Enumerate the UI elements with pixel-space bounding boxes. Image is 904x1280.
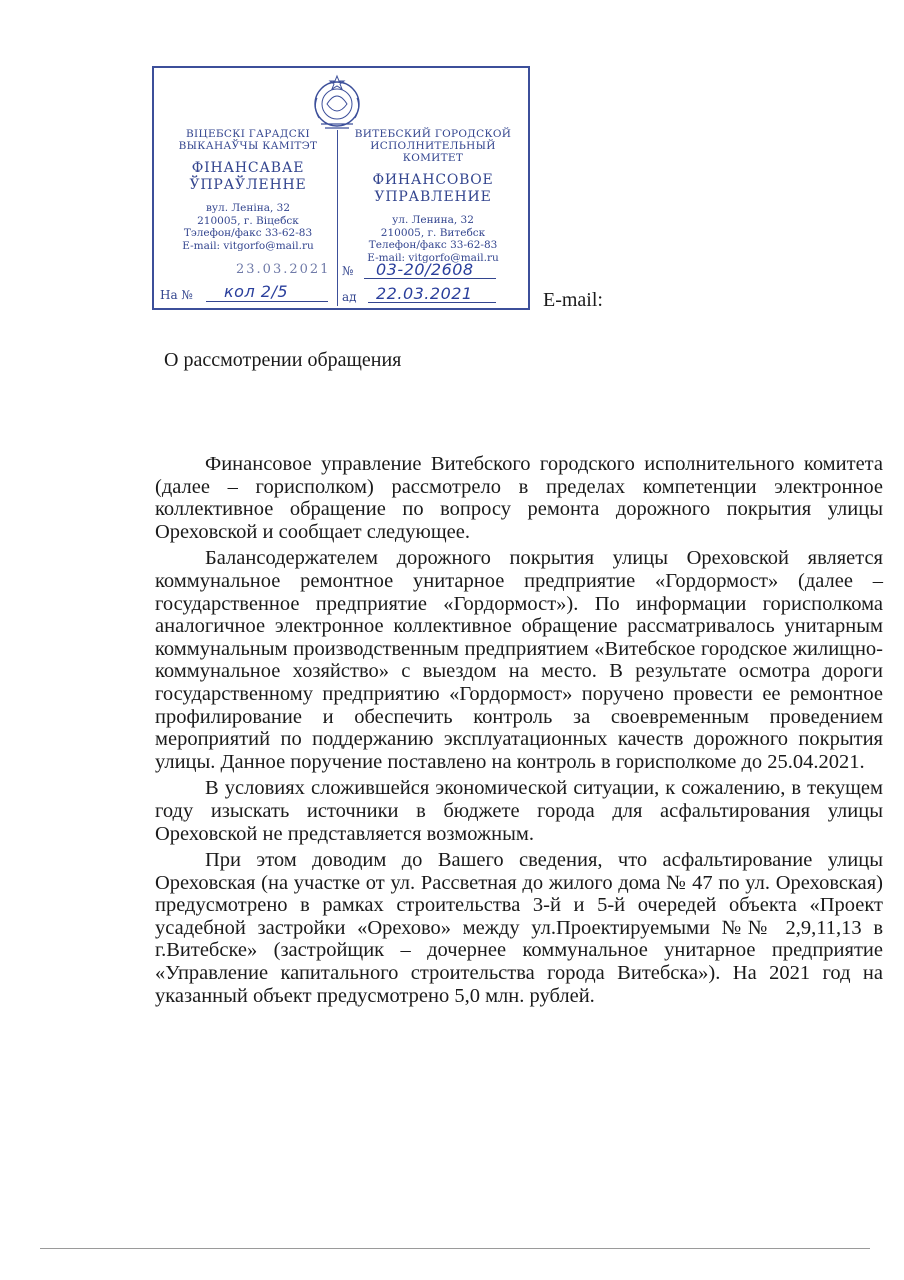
dated-label: ад [342,290,357,304]
outgoing-number-label: № [342,264,354,278]
stamp-org-by-line1: ВІЦЕБСКІ ГАРАДСКІ [186,128,310,140]
stamp-dept-by-line2: ЎПРАЎЛЕННЕ [189,177,307,193]
registration-date-stamp: 23.03.2021 [236,262,331,277]
reply-to-line [206,301,328,302]
reply-to-label: На № [160,288,193,302]
letter-subject: О рассмотрении обращения [164,349,402,371]
stamp-dept-ru-line2: УПРАВЛЕНИЕ [374,189,492,205]
stamp-right-column [342,128,524,264]
stamp-divider [337,130,338,306]
stamp-addr-ru-line2: 210005, г. Витебск [380,226,486,239]
stamp-addr-by-line2: 210005, г. Віцебск [197,214,299,227]
email-label: E-mail: [543,289,603,311]
reply-to-handwritten: кол 2/5 [224,282,289,301]
stamp-addr-ru-line1: ул. Ленина, 32 [392,214,474,226]
state-emblem-icon [309,74,365,132]
stamp-phone-by: Тэлефон/факс 33-62-83 [183,227,313,239]
stamp-addr-by-line1: вул. Леніна, 32 [205,202,291,214]
stamp-org-by-line2: ВЫКАНАЎЧЫ КАМІТЭТ [178,140,318,152]
body-paragraph-4: При этом доводим до Вашего сведения, что асфальтирование улицы Ореховская (на участке от ул. Рассветная до жилого дома № 47 по ул. Ореховская) предусмотрено в рамках строительства 3-й и 5-й очередей объекта «Проект усадебной застройки «Орехово» между ул.Проектируемыми №№ 2,9,11,13 в г.Витебске» (застройщик – дочернее коммунальное унитарное предприятие «Управление капитального строительства города Витебска»). На 2021 год на указанный объект предусмотрено 5,0 млн. рублей. [155,849,883,1007]
letter-body [155,453,883,1011]
outgoing-number-handwritten: 03-20/2608 [376,260,474,279]
stamp-dept-ru-line1: ФИНАНСОВОЕ [372,172,494,188]
body-paragraph-2: Балансодержателем дорожного покрытия улицы Ореховской является коммунальное ремонтное унитарное предприятие «Гордормост» (далее – государственное предприятие «Гордормост»). По информации горисполкома аналогичное электронное коллективное обращение рассматривалось унитарным коммунальным производственным предприятием «Витебское городское жилищно-коммунальное хозяйство» с выездом на место. В результате осмотра дороги государственному предприятию «Гордормост» поручено провести ее ремонтное профилирование и обеспечить контроль за своевременным проведением мероприятий по поддержанию эксплуатационных качеств дорожного покрытия улицы. Данное поручение поставлено на контроль в горисполкоме до 25.04.2021. [155,547,883,773]
stamp-dept-by-line1: ФІНАНСАВАЕ [191,160,305,176]
stamp-org-ru-line1: ВИТЕБСКИЙ ГОРОДСКОЙ [354,128,512,140]
dated-handwritten: 22.03.2021 [376,284,473,303]
stamp-phone-ru: Телефон/факс 33-62-83 [368,239,498,251]
official-stamp [152,66,530,310]
stamp-email-ru: E-mail: vitgorfo@mail.ru [367,251,499,264]
body-paragraph-3: В условиях сложившейся экономической ситуации, к сожалению, в текущем году изыскать источники в бюджете города для асфальтирования улицы Ореховской не представляется возможным. [155,777,883,845]
page-bottom-rule [40,1248,870,1249]
stamp-email-by: E-mail: vitgorfo@mail.ru [182,239,314,252]
stamp-org-ru-line2: ИСПОЛНИТЕЛЬНЫЙ КОМИТЕТ [370,140,496,164]
body-paragraph-1: Финансовое управление Витебского городского исполнительного комитета (далее – горисполком) рассмотрело в пределах компетенции электронное коллективное обращение по вопросу ремонта дорожного покрытия улицы Ореховской и сообщает следующее. [155,453,883,543]
stamp-left-column [160,128,336,252]
